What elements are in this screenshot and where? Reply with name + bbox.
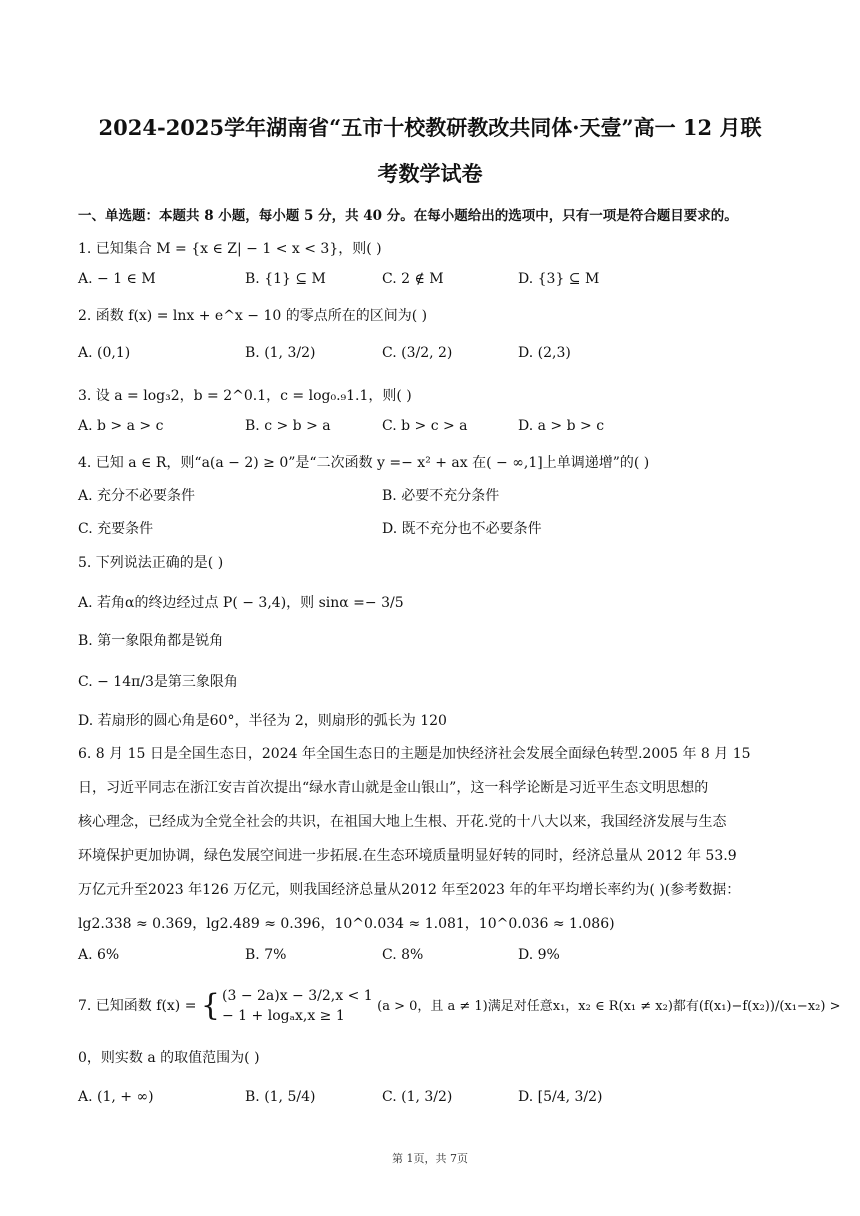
q1-option-a: A. − 1 ∈ M bbox=[78, 271, 156, 287]
page-title-line1: 2024-2025学年湖南省“五市十校教研教改共同体·天壹”高一 12 月联 bbox=[98, 115, 762, 140]
q2-option-b: B. (1, 3/2) bbox=[245, 345, 316, 361]
q3-option-b: B. c > b > a bbox=[245, 418, 331, 434]
q2-option-d: D. (2,3) bbox=[518, 345, 571, 361]
q7-option-d: D. [5/4, 3/2) bbox=[518, 1089, 603, 1105]
question-6-line-3: 核心理念，已经成为全党全社会的共识，在祖国大地上生根、开花.党的十八大以来，我国经济发展与生态 bbox=[78, 814, 727, 830]
question-6-line-5: 万亿元升至2023 年126 万亿元，则我国经济总量从2012 年至2023 年的年平均增长率约为( )(参考数据： bbox=[78, 882, 741, 898]
q6-option-b: B. 7% bbox=[245, 947, 287, 963]
q1-option-c: C. 2 ∉ M bbox=[382, 271, 444, 287]
q3-option-d: D. a > b > c bbox=[518, 418, 605, 434]
q4-option-b: B. 必要不充分条件 bbox=[382, 488, 500, 504]
question-5-stem: 5. 下列说法正确的是( ) bbox=[78, 555, 224, 571]
q7-option-c: C. (1, 3/2) bbox=[382, 1089, 453, 1105]
question-6-line-6: lg2.338 ≈ 0.369，lg2.489 ≈ 0.396，10^0.034 ≈ 1.081，10^0.036 ≈ 1.086) bbox=[78, 916, 615, 932]
q5-option-a: A. 若角α的终边经过点 P( − 3,4)，则 sinα =− 3/5 bbox=[78, 595, 404, 611]
q6-option-d: D. 9% bbox=[518, 947, 560, 963]
page-footer: 第 1页，共 7页 bbox=[392, 1152, 468, 1165]
q7-option-b: B. (1, 5/4) bbox=[245, 1089, 316, 1105]
question-1-stem: 1. 已知集合 M = {x ∈ Z| − 1 < x < 3}，则( ) bbox=[78, 241, 382, 257]
q1-option-d: D. {3} ⊆ M bbox=[518, 271, 600, 287]
section-heading: 一、单选题：本题共 8 小题，每小题 5 分，共 40 分。在每小题给出的选项中，只有一项是符合题目要求的。 bbox=[78, 208, 738, 224]
q2-option-a: A. (0,1) bbox=[78, 345, 131, 361]
q5-option-b: B. 第一象限角都是锐角 bbox=[78, 633, 224, 649]
q4-option-c: C. 充要条件 bbox=[78, 521, 154, 537]
q7-stem-suffix: (a > 0，且 a ≠ 1)满足对任意x₁，x₂ ∈ R(x₁ ≠ x₂)都有(f(x₁)−f(x₂))/(x₁−x₂) > bbox=[377, 999, 841, 1014]
q6-option-c: C. 8% bbox=[382, 947, 424, 963]
question-6-line-1: 6. 8 月 15 日是全国生态日，2024 年全国生态日的主题是加快经济社会发展全面绿色转型.2005 年 8 月 15 bbox=[78, 746, 751, 762]
q5-option-d: D. 若扇形的圆心角是60°，半径为 2，则扇形的弧长为 120 bbox=[78, 713, 447, 729]
q3-option-a: A. b > a > c bbox=[78, 418, 164, 434]
q1-option-b: B. {1} ⊆ M bbox=[245, 271, 326, 287]
q7-case-1: (3 − 2a)x − 3/2,x < 1 bbox=[222, 988, 373, 1004]
question-6-line-4: 环境保护更加协调，绿色发展空间进一步拓展.在生态环境质量明显好转的同时，经济总量从 2012 年 53.9 bbox=[78, 848, 737, 864]
piecewise-brace: { bbox=[200, 988, 220, 1023]
q3-option-c: C. b > c > a bbox=[382, 418, 468, 434]
q4-option-a: A. 充分不必要条件 bbox=[78, 488, 196, 504]
q5-option-c: C. − 14π/3是第三象限角 bbox=[78, 674, 238, 690]
q7-option-a: A. (1, + ∞) bbox=[78, 1089, 154, 1105]
question-4-stem: 4. 已知 a ∈ R，则“a(a − 2) ≥ 0”是“二次函数 y =− x² + ax 在( − ∞,1]上单调递增”的( ) bbox=[78, 455, 650, 471]
question-7-line-2: 0，则实数 a 的取值范围为( ) bbox=[78, 1050, 260, 1066]
q2-option-c: C. (3/2, 2) bbox=[382, 345, 453, 361]
piecewise-cases bbox=[222, 986, 373, 1026]
q7-stem-prefix: 7. 已知函数 f(x) = bbox=[78, 998, 197, 1014]
q6-option-a: A. 6% bbox=[78, 947, 120, 963]
q7-case-2: − 1 + logₐx,x ≥ 1 bbox=[222, 1008, 345, 1024]
page-title-line2: 考数学试卷 bbox=[377, 161, 483, 186]
question-6-line-2: 日，习近平同志在浙江安吉首次提出“绿水青山就是金山银山”，这一科学论断是习近平生态文明思想的 bbox=[78, 780, 709, 796]
q4-option-d: D. 既不充分也不必要条件 bbox=[382, 521, 542, 537]
question-3-stem: 3. 设 a = log₃2，b = 2^0.1，c = log₀.₉1.1，则( ) bbox=[78, 388, 412, 404]
question-2-stem: 2. 函数 f(x) = lnx + e^x − 10 的零点所在的区间为( ) bbox=[78, 308, 428, 324]
question-7-stem bbox=[78, 986, 840, 1026]
